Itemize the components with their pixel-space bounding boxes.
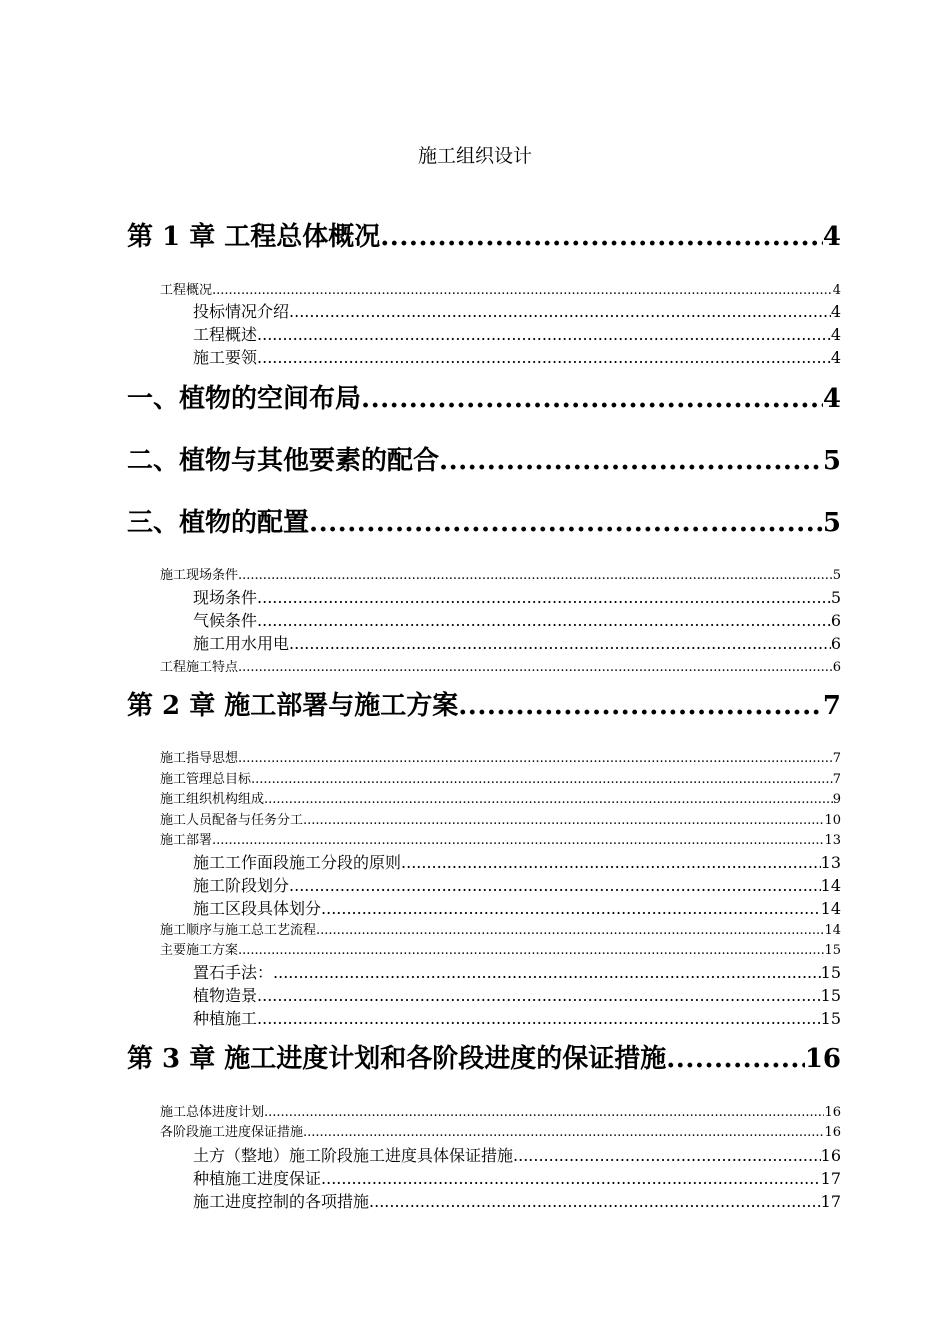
toc-entry-section[interactable] bbox=[160, 922, 841, 940]
toc-entry-page: 6 bbox=[832, 660, 841, 675]
toc-entry-chapter[interactable] bbox=[127, 1041, 841, 1077]
toc-entry-subsection[interactable] bbox=[193, 1191, 841, 1213]
toc-entry-text: 气候条件 bbox=[193, 611, 258, 630]
toc-leader-dots bbox=[212, 282, 833, 300]
toc-leader-dots bbox=[321, 1168, 821, 1190]
toc-entry-page: 15 bbox=[820, 1009, 841, 1028]
toc-entry-page: 16 bbox=[824, 1125, 841, 1140]
toc-entry-text: 施工现场条件 bbox=[160, 568, 239, 583]
toc-entry-section[interactable] bbox=[160, 771, 841, 789]
toc-leader-dots bbox=[289, 633, 831, 655]
toc-entry-text: 第 3 章 施工进度计划和各阶段进度的保证措施 bbox=[127, 1044, 667, 1074]
toc-leader-dots bbox=[458, 688, 823, 724]
toc-entry-page: 5 bbox=[822, 508, 841, 538]
toc-entry-section[interactable] bbox=[160, 812, 841, 830]
toc-entry-text: 施工顺序与施工总工艺流程 bbox=[160, 923, 317, 938]
toc-entry-section[interactable] bbox=[160, 1104, 841, 1122]
toc-entry-text: 现场条件 bbox=[193, 588, 258, 607]
toc-entry-subsection[interactable] bbox=[193, 962, 841, 984]
toc-leader-dots bbox=[257, 587, 831, 609]
toc-entry-section[interactable] bbox=[160, 659, 841, 677]
toc-leader-dots bbox=[303, 812, 824, 830]
toc-entry-text: 种植施工 bbox=[193, 1009, 258, 1028]
toc-entry-page: 4 bbox=[830, 302, 841, 321]
toc-entry-text: 施工阶段划分 bbox=[193, 876, 290, 895]
toc-entry-section[interactable] bbox=[160, 791, 841, 809]
toc-leader-dots bbox=[257, 324, 831, 346]
toc-entry-subsection[interactable] bbox=[193, 898, 841, 920]
toc-entry-page: 9 bbox=[832, 792, 841, 807]
toc-leader-dots bbox=[273, 962, 821, 984]
toc-entry-page: 7 bbox=[832, 772, 841, 787]
toc-entry-text: 第 1 章 工程总体概况 bbox=[127, 222, 381, 252]
toc-leader-dots bbox=[238, 659, 833, 677]
toc-entry-text: 工程施工特点 bbox=[160, 660, 239, 675]
toc-entry-page: 13 bbox=[824, 833, 841, 848]
toc-entry-text: 各阶段施工进度保证措施 bbox=[160, 1125, 304, 1140]
toc-entry-subsection[interactable] bbox=[193, 324, 841, 346]
toc-leader-dots bbox=[238, 750, 833, 768]
toc-entry-page: 5 bbox=[832, 568, 841, 583]
toc-entry-text: 施工用水用电 bbox=[193, 634, 290, 653]
toc-entry-page: 13 bbox=[820, 853, 841, 872]
toc-leader-dots bbox=[439, 443, 823, 479]
toc-entry-chapter[interactable] bbox=[127, 443, 841, 479]
toc-entry-text: 一、植物的空间布局 bbox=[127, 384, 362, 414]
toc-leader-dots bbox=[257, 1008, 821, 1030]
toc-entry-page: 7 bbox=[822, 691, 841, 721]
toc-leader-dots bbox=[380, 219, 823, 255]
toc-entry-page: 7 bbox=[832, 751, 841, 766]
toc-entry-chapter[interactable] bbox=[127, 505, 841, 541]
toc-entry-subsection[interactable] bbox=[193, 1008, 841, 1030]
toc-entry-page: 15 bbox=[824, 943, 841, 958]
toc-leader-dots bbox=[309, 505, 823, 541]
toc-entry-subsection[interactable] bbox=[193, 1145, 841, 1167]
toc-entry-text: 施工总体进度计划 bbox=[160, 1105, 265, 1120]
toc-entry-page: 14 bbox=[824, 923, 841, 938]
toc-leader-dots bbox=[257, 347, 831, 369]
toc-leader-dots bbox=[257, 610, 831, 632]
toc-entry-text: 工程概况 bbox=[160, 283, 213, 298]
toc-entry-subsection[interactable] bbox=[193, 301, 841, 323]
toc-entry-page: 16 bbox=[824, 1105, 841, 1120]
toc-entry-page: 6 bbox=[830, 634, 841, 653]
toc-leader-dots bbox=[257, 985, 821, 1007]
toc-entry-text: 施工人员配备与任务分工 bbox=[160, 813, 304, 828]
toc-entry-text: 施工部署 bbox=[160, 833, 213, 848]
toc-entry-text: 施工区段具体划分 bbox=[193, 899, 322, 918]
toc-leader-dots bbox=[264, 791, 833, 809]
toc-entry-subsection[interactable] bbox=[193, 633, 841, 655]
toc-entry-text: 主要施工方案 bbox=[160, 943, 239, 958]
toc-entry-page: 4 bbox=[830, 348, 841, 367]
toc-entry-text: 施工要领 bbox=[193, 348, 258, 367]
page-title: 施工组织设计 bbox=[417, 145, 532, 167]
toc-entry-page: 16 bbox=[820, 1146, 841, 1165]
toc-entry-page: 14 bbox=[820, 876, 841, 895]
toc-leader-dots bbox=[401, 852, 821, 874]
toc-leader-dots bbox=[369, 1191, 821, 1213]
toc-entry-section[interactable] bbox=[160, 832, 841, 850]
toc-entry-page: 4 bbox=[822, 222, 841, 252]
toc-entry-text: 施工指导思想 bbox=[160, 751, 239, 766]
toc-entry-text: 施工进度控制的各项措施 bbox=[193, 1192, 370, 1211]
toc-entry-section[interactable] bbox=[160, 567, 841, 585]
toc-leader-dots bbox=[316, 922, 824, 940]
toc-entry-section[interactable] bbox=[160, 282, 841, 300]
toc-entry-text: 工程概述 bbox=[193, 325, 258, 344]
toc-leader-dots bbox=[513, 1145, 821, 1167]
toc-leader-dots bbox=[212, 832, 824, 850]
toc-entry-text: 施工工作面段施工分段的原则 bbox=[193, 853, 402, 872]
toc-leader-dots bbox=[238, 942, 824, 960]
toc-entry-text: 置石手法： bbox=[193, 963, 274, 982]
toc-entry-subsection[interactable] bbox=[193, 610, 841, 632]
toc-entry-chapter[interactable] bbox=[127, 219, 841, 255]
toc-entry-page: 4 bbox=[830, 325, 841, 344]
toc-entry-page: 4 bbox=[832, 283, 841, 298]
toc-entry-page: 6 bbox=[830, 611, 841, 630]
toc-entry-page: 14 bbox=[820, 899, 841, 918]
toc-entry-page: 5 bbox=[830, 588, 841, 607]
toc-entry-page: 17 bbox=[820, 1169, 841, 1188]
toc-entry-subsection[interactable] bbox=[193, 852, 841, 874]
toc-entry-chapter[interactable] bbox=[127, 381, 841, 417]
toc-leader-dots bbox=[251, 771, 833, 789]
toc-leader-dots bbox=[666, 1041, 805, 1077]
toc-entry-page: 17 bbox=[820, 1192, 841, 1211]
toc-entry-text: 施工管理总目标 bbox=[160, 772, 252, 787]
toc-entry-section[interactable] bbox=[160, 750, 841, 768]
toc-leader-dots bbox=[303, 1124, 824, 1142]
toc-entry-text: 土方（整地）施工阶段施工进度具体保证措施 bbox=[193, 1146, 514, 1165]
toc-entry-text: 植物造景 bbox=[193, 986, 258, 1005]
toc-entry-subsection[interactable] bbox=[193, 1168, 841, 1190]
toc-entry-section[interactable] bbox=[160, 942, 841, 960]
toc-entry-text: 三、植物的配置 bbox=[127, 508, 310, 538]
toc-entry-subsection[interactable] bbox=[193, 985, 841, 1007]
toc-entry-page: 15 bbox=[820, 986, 841, 1005]
toc-entry-page: 16 bbox=[804, 1044, 841, 1074]
toc-entry-page: 5 bbox=[822, 446, 841, 476]
toc-leader-dots bbox=[321, 898, 821, 920]
toc-entry-text: 第 2 章 施工部署与施工方案 bbox=[127, 691, 459, 721]
toc-entry-subsection[interactable] bbox=[193, 347, 841, 369]
toc-leader-dots bbox=[289, 875, 821, 897]
toc-entry-text: 投标情况介绍 bbox=[193, 302, 290, 321]
toc-entry-text: 二、植物与其他要素的配合 bbox=[127, 446, 440, 476]
toc-entry-page: 4 bbox=[822, 384, 841, 414]
toc-entry-section[interactable] bbox=[160, 1124, 841, 1142]
toc-entry-text: 种植施工进度保证 bbox=[193, 1169, 322, 1188]
toc-entry-text: 施工组织机构组成 bbox=[160, 792, 265, 807]
toc-leader-dots bbox=[238, 567, 833, 585]
toc-entry-subsection[interactable] bbox=[193, 587, 841, 609]
toc-leader-dots bbox=[289, 301, 831, 323]
toc-entry-chapter[interactable] bbox=[127, 688, 841, 724]
toc-leader-dots bbox=[361, 381, 823, 417]
toc-entry-subsection[interactable] bbox=[193, 875, 841, 897]
toc-entry-page: 15 bbox=[820, 963, 841, 982]
toc-entry-page: 10 bbox=[824, 813, 841, 828]
toc-leader-dots bbox=[264, 1104, 824, 1122]
